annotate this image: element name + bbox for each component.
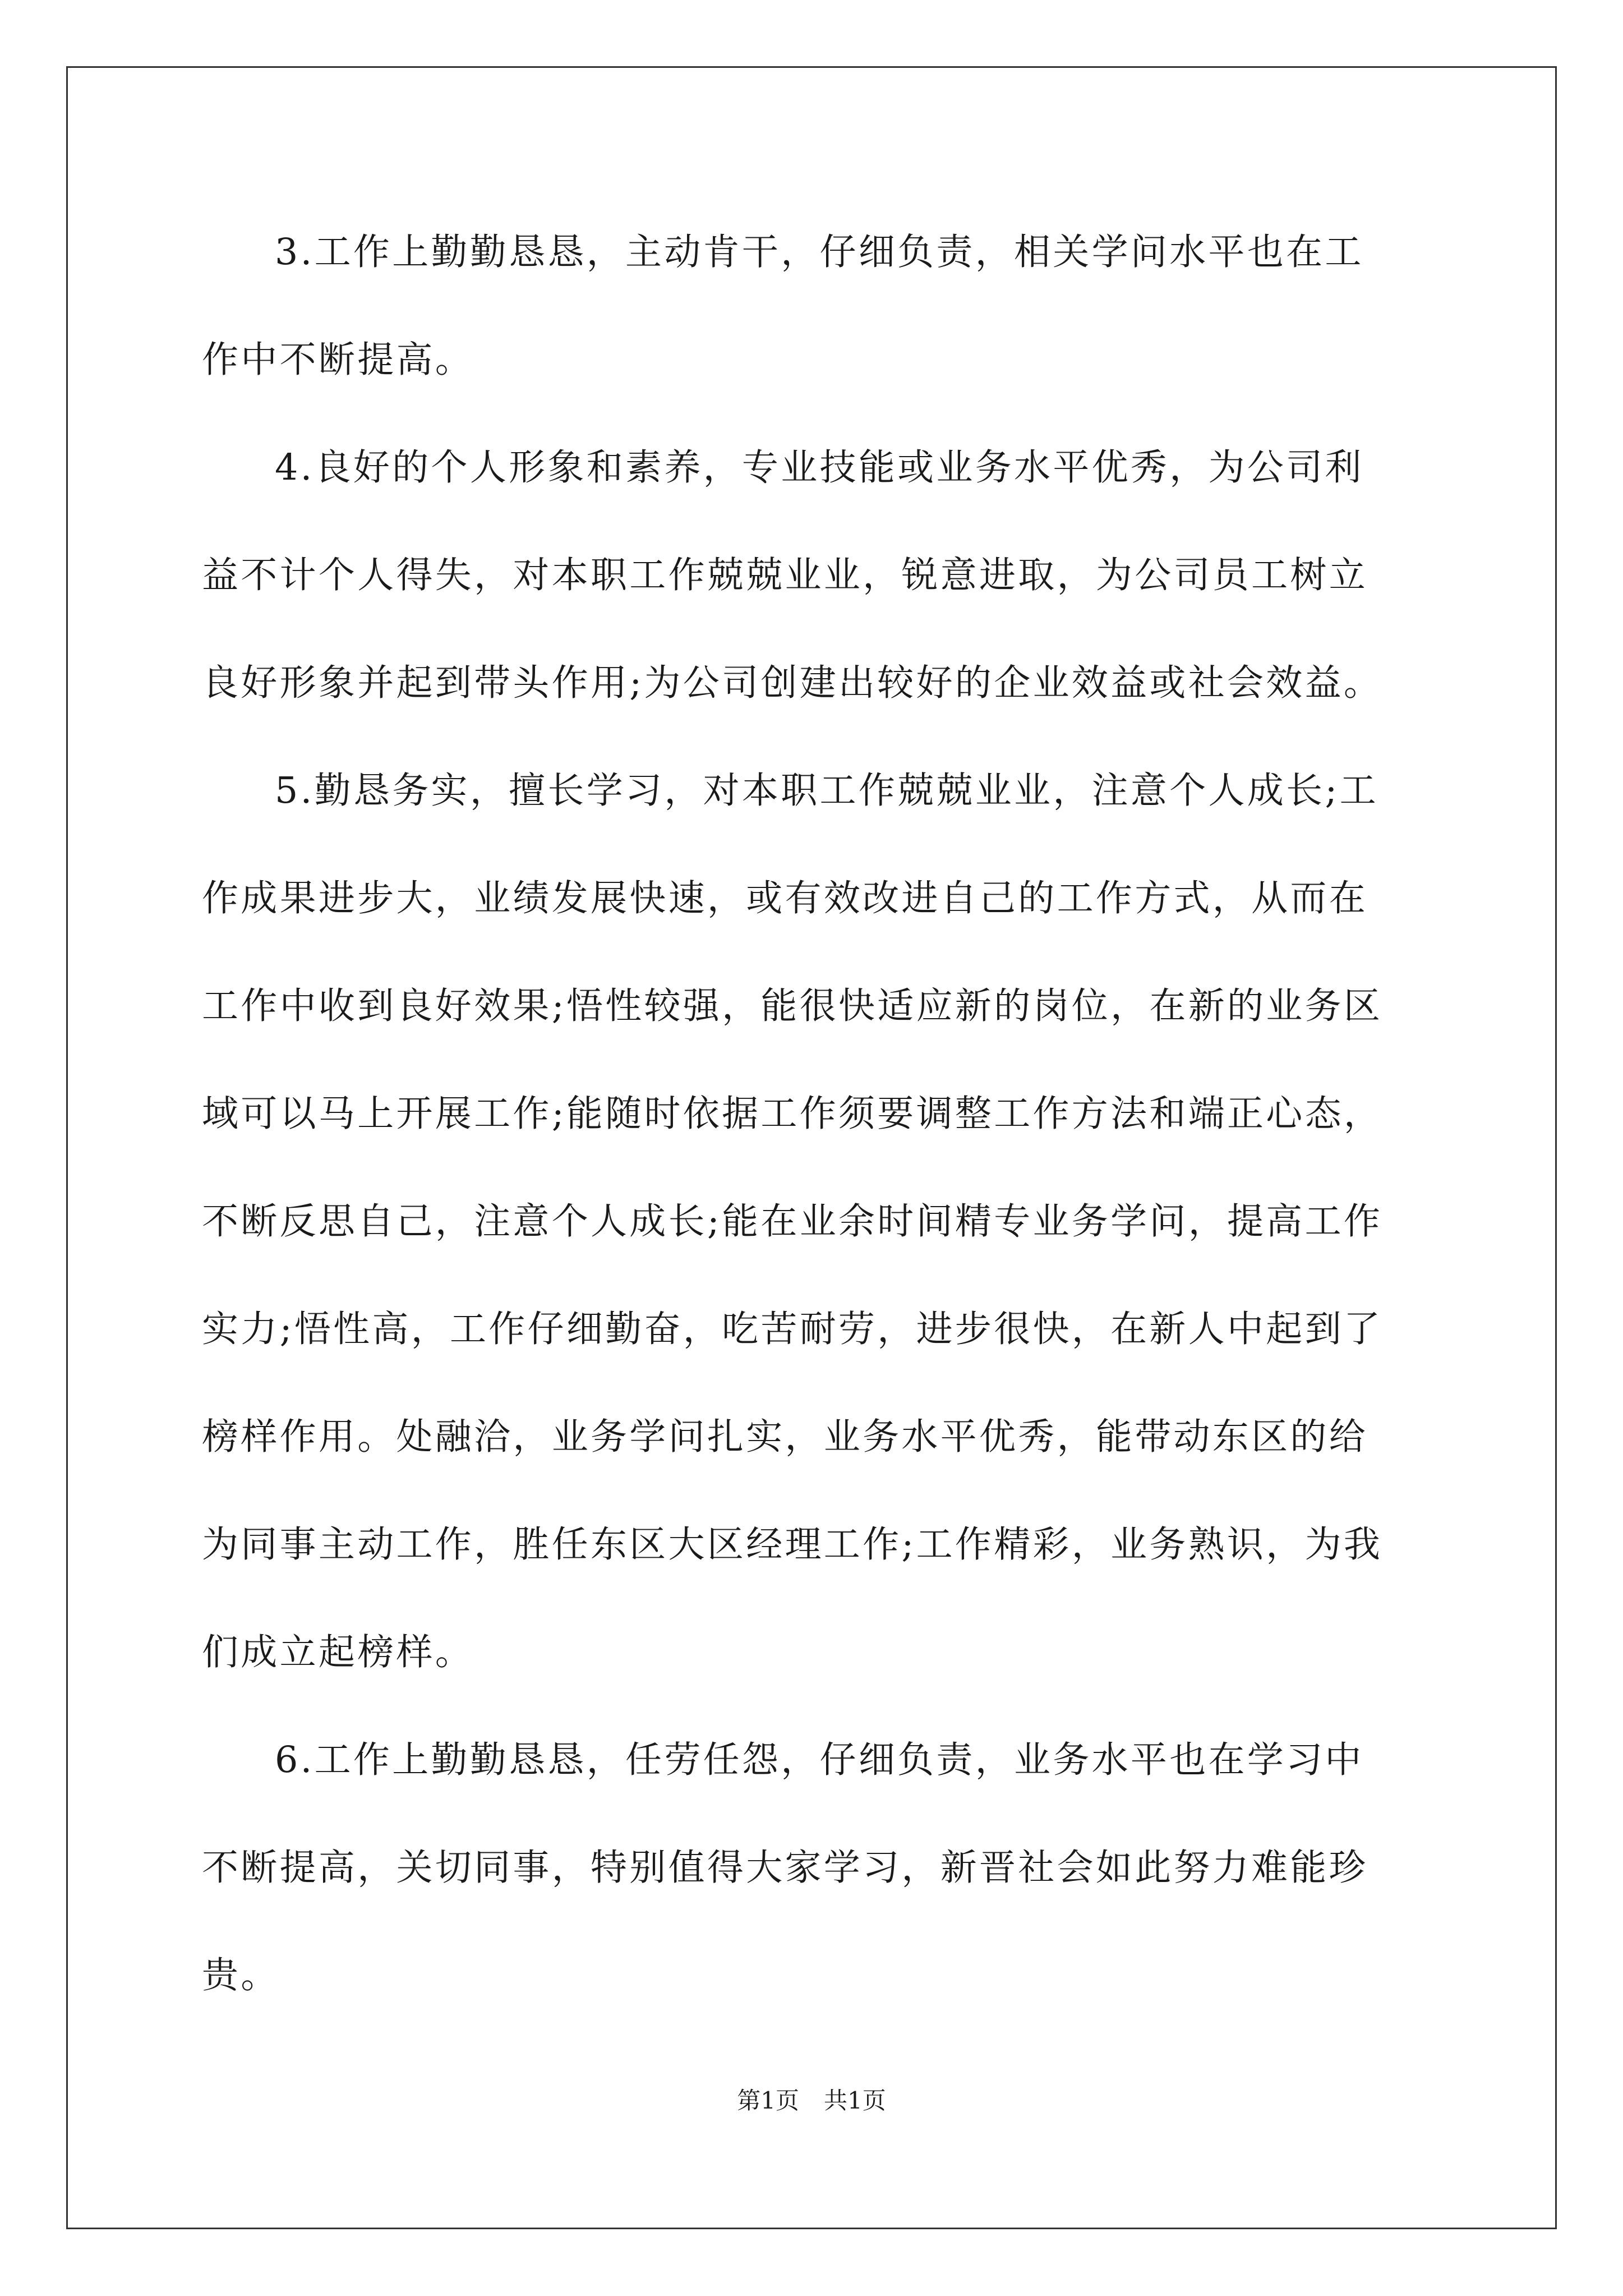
- page-total: 共1页: [824, 2087, 886, 2114]
- document-body: [202, 219, 1436, 2050]
- text-line: 3.工作上勤勤恳恳，主动肯干，仔细负责，相关学问水平也在工: [275, 231, 1364, 273]
- text-line: 域可以马上开展工作;能随时依据工作须要调整工作方法和端正心态，: [202, 1093, 1383, 1135]
- text-line: 不断反思自己，注意个人成长;能在业余时间精专业务学问，提高工作: [202, 1200, 1383, 1243]
- text-line: 不断提高，关切同事，特别值得大家学习，新晋社会如此努力难能珍: [202, 1847, 1368, 1889]
- text-line: 良好形象并起到带头作用;为公司创建出较好的企业效益或社会效益。: [202, 662, 1383, 704]
- page-footer: [0, 2084, 1623, 2118]
- text-line: 6.工作上勤勤恳恳，任劳任怨，仔细负责，业务水平也在学习中: [275, 1739, 1364, 1781]
- text-line: 榜样作用。处融洽，业务学问扎实，业务水平优秀，能带动东区的给: [202, 1416, 1368, 1458]
- text-line: 工作中收到良好效果;悟性较强，能很快适应新的岗位，在新的业务区: [202, 985, 1383, 1027]
- text-line: 们成立起榜样。: [202, 1631, 474, 1673]
- text-line: 4.良好的个人形象和素养，专业技能或业务水平优秀，为公司利: [275, 447, 1364, 489]
- text-line: 作中不断提高。: [202, 339, 474, 381]
- text-line: 贵。: [202, 1954, 280, 1996]
- text-line: 实力;悟性高，工作仔细勤奋，吃苦耐劳，进步很快，在新人中起到了: [202, 1308, 1383, 1350]
- page-number: 第1页: [737, 2087, 799, 2114]
- text-line: 5.勤恳务实，擅长学习，对本职工作兢兢业业，注意个人成长;工: [275, 770, 1378, 812]
- text-line: 益不计个人得失，对本职工作兢兢业业，锐意进取，为公司员工树立: [202, 554, 1368, 596]
- text-line: 作成果进步大，业绩发展快速，或有效改进自己的工作方式，从而在: [202, 877, 1368, 919]
- text-line: 为同事主动工作，胜任东区大区经理工作;工作精彩，业务熟识，为我: [202, 1524, 1383, 1566]
